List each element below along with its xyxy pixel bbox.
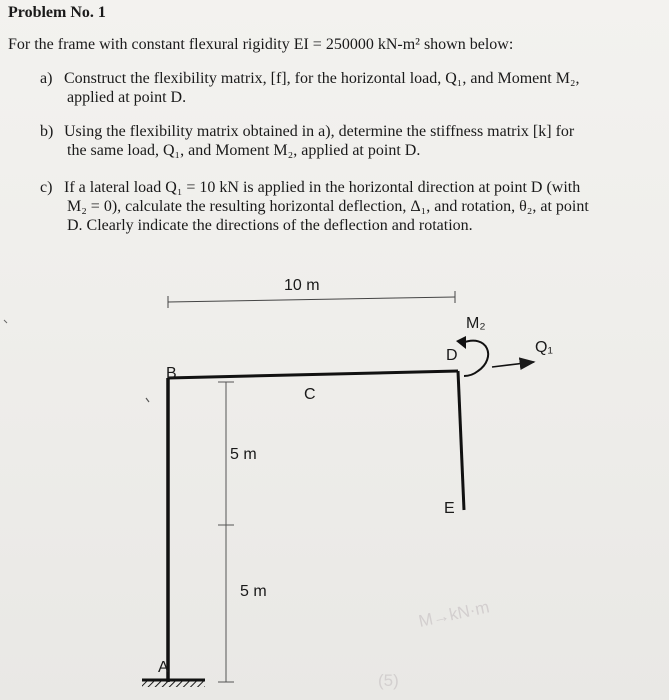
question-line: applied at point D. bbox=[67, 89, 187, 106]
node-label-e: E bbox=[444, 500, 455, 517]
span-label: 10 m bbox=[284, 277, 320, 294]
upper-height-label: 5 m bbox=[230, 446, 257, 463]
fixed-support bbox=[142, 680, 205, 687]
faint-note: (5) bbox=[378, 671, 399, 690]
faint-note: M→kN·m bbox=[416, 597, 492, 631]
question-line: Construct the flexibility matrix, [f], for the horizontal load, Q₁, and Moment M₂, bbox=[64, 70, 580, 87]
load-arrow bbox=[492, 339, 553, 367]
question-line: If a lateral load Q₁ = 10 kN is applied in the horizontal direction at point D (with bbox=[64, 179, 581, 196]
question-marker: a) bbox=[40, 70, 53, 87]
question-line: M₂ = 0), calculate the resulting horizontal deflection, Δ₁, and rotation, θ₂, at point bbox=[67, 198, 589, 215]
question-line: the same load, Q₁, and Moment M₂, applied at point D. bbox=[67, 142, 421, 159]
span-dimension bbox=[168, 277, 455, 308]
stray-mark bbox=[4, 320, 7, 323]
beam-bd bbox=[168, 371, 458, 378]
stray-mark bbox=[146, 398, 149, 402]
moment-label: M₂ bbox=[466, 315, 486, 332]
column-de bbox=[458, 371, 464, 510]
node-label-a: A bbox=[158, 659, 169, 676]
load-label: Q₁ bbox=[535, 339, 553, 356]
frame-members bbox=[168, 371, 464, 682]
height-dimension bbox=[218, 382, 267, 682]
problem-title: Problem No. 1 bbox=[8, 4, 106, 21]
question-marker: c) bbox=[40, 179, 53, 196]
lower-height-label: 5 m bbox=[240, 583, 267, 600]
question-marker: b) bbox=[40, 123, 54, 140]
node-label-d: D bbox=[446, 347, 458, 364]
question-line: Using the flexibility matrix obtained in a), determine the stiffness matrix [k] for bbox=[64, 123, 575, 140]
node-label-b: B bbox=[166, 365, 177, 382]
node-label-c: C bbox=[304, 386, 316, 403]
question-line: D. Clearly indicate the directions of the deflection and rotation. bbox=[67, 217, 473, 234]
moment-arrow bbox=[456, 315, 488, 376]
problem-intro: For the frame with constant flexural rigidity EI = 250000 kN-m² shown below: bbox=[8, 36, 514, 53]
